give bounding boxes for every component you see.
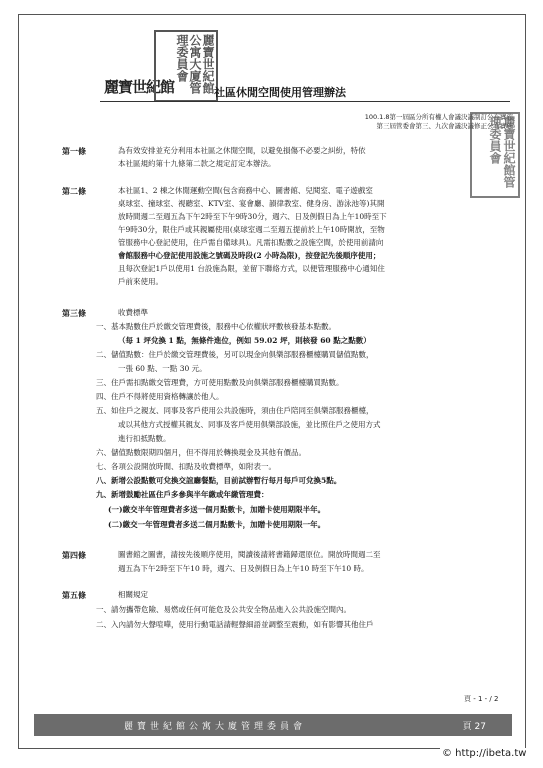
article-1-line-1: 為有效安排並充分利用本社區之休閒空間，以避免損傷不必要之糾紛，特依 bbox=[118, 146, 366, 155]
article-4-label: 第四條 bbox=[62, 551, 86, 560]
header-seal: 麗寶世紀館公寓大廈管理委員會 bbox=[154, 30, 218, 102]
article-2-line-8: 戶前來使用。 bbox=[118, 277, 163, 286]
article-3-item-5: 五、如住戶之親友、同事及客戶使用公共設施時，須由住戶陪同至俱樂部服務櫃檯， bbox=[96, 406, 374, 415]
article-3-item-9-sub-2: (二)繳交一年管理費者多送二個月點數卡，加贈卡使用期限一年。 bbox=[108, 520, 326, 529]
article-5-item-1: 一、請勿攜帶危險、易燃或任何可能危及公共安全物品進入公共設施空間內。 bbox=[96, 605, 351, 614]
article-3-item-9: 九、新增鼓勵社區住戶多參與半年繳或年繳管理費： bbox=[96, 490, 269, 499]
article-3-item-3: 三、住戶需扣點繳交管理費，方可使用點數及向俱樂部服務櫃檯購買點數。 bbox=[96, 378, 344, 387]
article-3-item-1-note: （每 1 坪兌換 1 點，無條件進位，例如 59.02 坪，則核發 60 點之點數） bbox=[118, 336, 371, 345]
article-2-line-5: 管服務中心登記使用，住戶需自備球具)。凡需扣點數之設施空間，於使用前請向 bbox=[118, 238, 384, 247]
article-3-heading: 收費標準 bbox=[118, 308, 148, 317]
amendment-note-2: 第三屆管委會第三、九次會議決議修正公布實施 bbox=[376, 122, 513, 130]
article-2-label: 第二條 bbox=[62, 187, 86, 196]
article-3-label: 第三條 bbox=[62, 309, 86, 318]
article-3-item-4: 四、住戶不得將使用資格轉讓於他人。 bbox=[96, 392, 224, 401]
article-3-item-7: 七、各項公設開放時間、扣點及收費標準，如附表一。 bbox=[96, 462, 276, 471]
article-3-item-5-cont-1: 或以其他方式授權其親友、同事及客戶使用俱樂部設施，並比照住戶之使用方式 bbox=[118, 420, 381, 429]
footer-title: 麗寶世紀館公寓大廈管理委員會 bbox=[124, 721, 307, 732]
article-5-label: 第五條 bbox=[62, 591, 86, 600]
article-2-line-2: 桌球室、撞球室、視聽室、KTV室、宴會廳、韻律教室、健身房、游泳池等)其開 bbox=[118, 199, 385, 208]
article-3-item-1: 一、基本點數住戶於繳交管理費後，服務中心依權狀坪數核發基本點數。 bbox=[96, 322, 336, 331]
article-3-item-9-sub-1: (一)繳交半年管理費者多送一個月點數卡，加贈卡使用期限半年。 bbox=[108, 505, 326, 514]
side-seal: 麗寶世紀館管理委員會 bbox=[470, 112, 520, 198]
title-divider bbox=[100, 101, 510, 102]
article-2-line-3: 放時間週二至週五為下午2時至下午9時30分，週六、日及例假日為上午10時至下 bbox=[118, 212, 387, 221]
logo-brand: 麗寶世紀館 bbox=[104, 78, 175, 96]
article-5-item-2: 二、入內請勿大聲喧嘩，使用行動電話請輕聲細語並調整至震動，如有影響其他住戶 bbox=[96, 620, 374, 629]
article-5-heading: 相關規定 bbox=[118, 590, 148, 599]
footer-page: 頁 27 bbox=[462, 721, 486, 732]
article-2-line-1: 本社區1、2 棟之休閒運動空間(包含商務中心、圖書館、兒閱室、電子遊戲室 bbox=[118, 186, 373, 195]
document-title: 社區休閒空間使用管理辦法 bbox=[214, 86, 346, 99]
article-4-line-1: 圖書館之圖書，請按先後順序使用，閱讀後請將書籍歸還原位。開放時間週二至 bbox=[118, 550, 381, 559]
article-3-item-2: 二、儲值點數：住戶於繳交管理費後，另可以現金向俱樂部服務櫃檯購買儲值點數， bbox=[96, 350, 374, 359]
footer-bar bbox=[34, 714, 512, 736]
article-2-line-4: 午9時30分，限住戶或其親屬使用(桌球室週二至週五提前於上午10時開放，至物 bbox=[118, 225, 385, 234]
article-3-item-6: 六、儲值點數限期四個月，但不得用於轉換現金及其他有價品。 bbox=[96, 448, 306, 457]
amendment-note-1: 100.1.8第一屆區分所有權人會議決議制訂公布實施 bbox=[364, 113, 513, 121]
article-1-label: 第一條 bbox=[62, 147, 86, 156]
article-2-line-7: 且每次登記1戶以使用1 台設施為限，並留下聯絡方式，以便管理服務中心通知住 bbox=[118, 264, 385, 273]
article-4-line-2: 週五為下午2時至下午10 時，週六、日及例假日為上午10 時至下午10 時。 bbox=[118, 564, 369, 573]
article-1-line-2: 本社區規約第十九條第二款之規定訂定本辦法。 bbox=[118, 159, 276, 168]
article-3-item-5-cont-2: 進行扣抵點數。 bbox=[118, 434, 171, 443]
article-3-item-8: 八、新增公設點數可兌換交誼廳餐點，目前試辦暫行每月每戶可兌換5點。 bbox=[96, 476, 342, 485]
article-3-item-2-cont: 一張 60 點、一點 30 元。 bbox=[118, 364, 207, 373]
watermark: © http://ibeta.tw bbox=[442, 748, 527, 759]
article-2-line-6: 會館服務中心登記使用設施之號碼及時段(2 小時為限)，按登記先後順序使用； bbox=[118, 251, 381, 260]
page-number-mark: 頁 - 1 - / 2 bbox=[464, 695, 499, 703]
